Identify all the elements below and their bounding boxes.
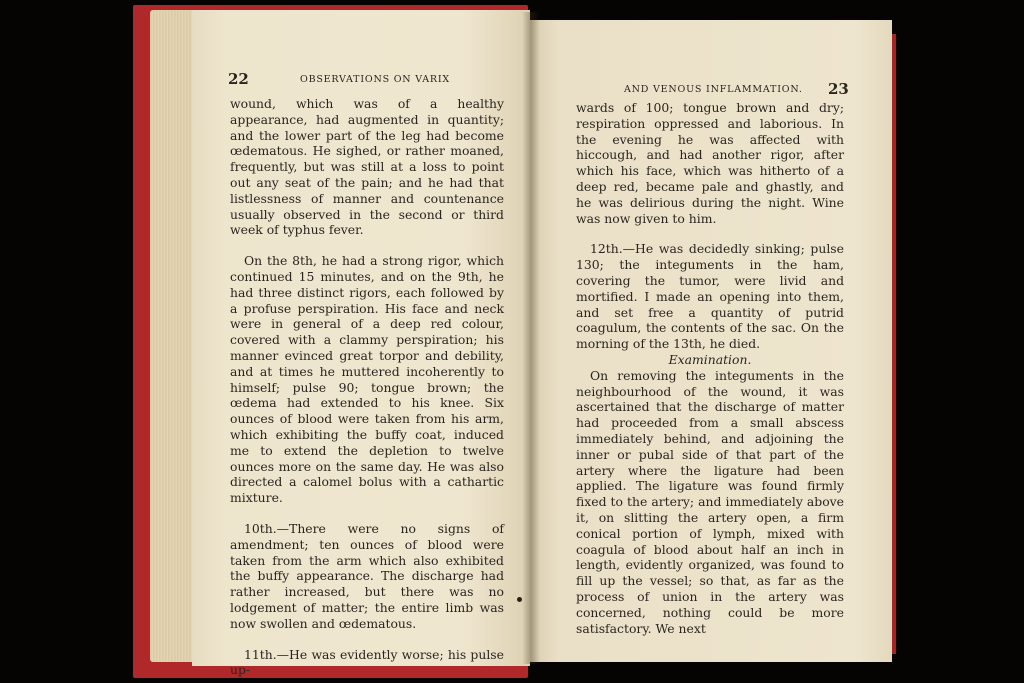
page-number: 22 xyxy=(228,70,249,88)
right-page-text xyxy=(576,100,844,636)
ink-spot xyxy=(517,597,522,602)
paragraph: wards of 100; tongue brown and dry; respiration oppressed and laborious. In the evening he was affected with hiccough, and had another rigor, after which his face, which was hitherto of a deep red, became pale and ghastly, and he was delirious during the night. Wine was now given to him. xyxy=(576,100,844,226)
section-heading: Examination. xyxy=(668,351,752,367)
paragraph: On removing the integuments in the neighbourhood of the wound, it was ascertained that the discharge of matter had proceeded from a small abscess immediately behind, and adjoining the inner or pubal side of that part of the artery where the ligature had been applied. The ligature was found firmly fixed to the artery; and immediately above it, on slitting the artery open, a firm conical portion of lymph, mixed with coagula of blood about half an inch in length, evidently organized, was found to fill up the vessel; so that, as far as the process of union in the artery was concerned, nothing could be more satisfactory. We next xyxy=(576,367,844,636)
paragraph: wound, which was of a healthy appearance, had augmented in quantity; and the lower part of the leg had become œdematous. He sighed, or rather moaned, frequently, but was still at a loss to point out any seat of the pain; and he had that listlessness of manner and countenance usually observed in the second or third week of typhus fever. xyxy=(230,96,504,238)
paragraph: 10th.—There were no signs of amendment; ten ounces of blood were taken from the arm which also exhibited the buffy appearance. The discharge had rather increased, but there was no lodgement of matter; the entire limb was now swollen and œdematous. xyxy=(230,520,504,631)
page-number: 23 xyxy=(828,80,849,98)
paragraph: On the 8th, he had a strong rigor, which continued 15 minutes, and on the 9th, he had three distinct rigors, each followed by a profuse perspiration. His face and neck were in general of a deep red colour, covered with a clammy perspiration; his manner evinced great torpor and debility, and at times he muttered incoherently to himself; pulse 90; tongue brown; the œdema had extended to his knee. Six ounces of blood were taken from his arm, which exhibiting the buffy coat, induced me to extend the depletion to twelve ounces more on the same day. He was also directed a calomel bolus with a cathartic mixture. xyxy=(230,253,504,506)
page-edges xyxy=(150,10,195,662)
left-page xyxy=(192,10,530,678)
paragraph: 12th.—He was decidedly sinking; pulse 130; the integuments in the ham, covering the tumor, were livid and mortified. I made an opening into them, and set free a quantity of putrid coagulum, the contents of the sac. On the morning of the 13th, he died. xyxy=(576,241,844,352)
book-gutter xyxy=(522,12,540,664)
paragraph: 11th.—He was evidently worse; his pulse up- xyxy=(230,646,504,678)
running-head: AND VENOUS INFLAMMATION. xyxy=(624,84,803,95)
right-page xyxy=(530,20,892,662)
left-page-text xyxy=(230,96,504,678)
running-head: OBSERVATIONS ON VARIX xyxy=(300,74,450,85)
